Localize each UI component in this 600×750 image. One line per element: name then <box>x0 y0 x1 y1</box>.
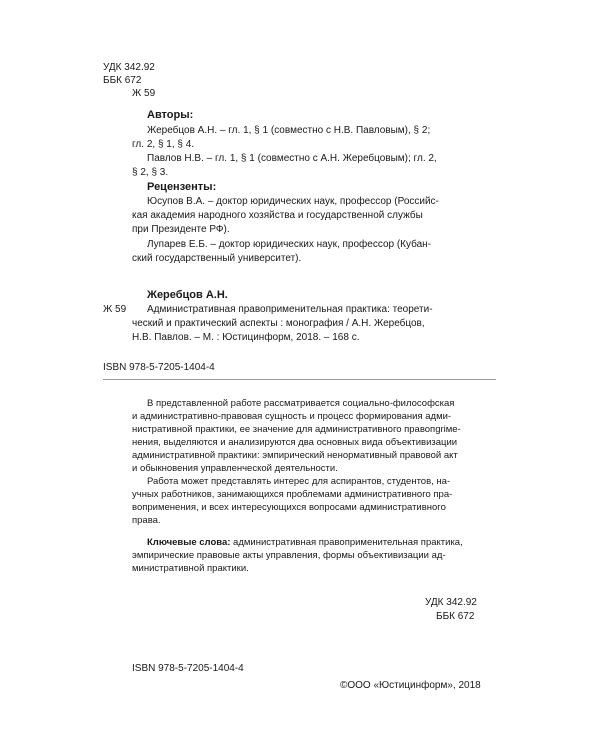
authors-line: гл. 2, § 1, § 4. <box>132 139 195 150</box>
keywords-line <box>147 538 463 548</box>
reviewers-heading: Рецензенты: <box>147 181 217 193</box>
bib-sign: Ж 59 <box>103 304 127 315</box>
abstract-line: воприменения, и всех интересующихся вопросами административного <box>132 502 446 513</box>
abstract-line: В представленной работе рассматривается социально-философская <box>147 398 455 409</box>
keywords-label: Ключевые слова: <box>147 537 231 548</box>
abstract-line: нения, выделяются и анализируются два основных вида объективизации <box>132 437 458 448</box>
reviewers-line: Лупарев Е.Б. – доктор юридических наук, профессор (Кубан- <box>147 239 432 250</box>
reviewers-line: Юсупов В.А. – доктор юридических наук, профессор (Российс- <box>147 196 439 207</box>
authors-line: Павлов Н.В. – гл. 1, § 1 (совместно с А.Н. Жеребцовым); гл. 2, <box>147 153 437 164</box>
reviewers-line: при Президенте РФ). <box>132 224 230 235</box>
footer-bbk: ББК 672 <box>436 611 475 622</box>
bib-line: Административная правоприменительная практика: теорети- <box>147 304 433 315</box>
isbn-top: ISBN 978-5-7205-1404-4 <box>103 362 215 373</box>
abstract-line: и обыкновения управленческой деятельности. <box>132 463 338 474</box>
authors-heading: Авторы: <box>147 109 194 121</box>
authors-line: Жеребцов А.Н. – гл. 1, § 1 (совместно с Н.В. Павловым), § 2; <box>147 125 431 136</box>
abstract-line: Работа может представлять интерес для аспирантов, студентов, на- <box>147 476 451 487</box>
authors-line: § 2, § 3. <box>132 167 169 178</box>
keywords-line: эмпирические правовые акты управления, формы объективизации ад- <box>132 550 446 561</box>
keywords-line: министративной практики. <box>132 563 249 574</box>
reviewers-line: ский государственный университет). <box>132 253 302 264</box>
abstract-line: административной практики: эмпирический ненормативный правовой акт <box>132 450 458 461</box>
abstract-line: учных работников, занимающихся проблемами административного пра- <box>132 489 453 500</box>
reviewers-line: кая академия народного хозяйства и государственной службы <box>132 210 423 221</box>
bib-line: Н.В. Павлов. – М. : Юстицинформ, 2018. – 168 с. <box>132 332 360 343</box>
abstract-line: и административно-правовая сущность и процесс формирования адми- <box>132 411 452 422</box>
udk-code: УДК 342.92 <box>103 62 155 73</box>
footer-isbn: ISBN 978-5-7205-1404-4 <box>132 663 244 674</box>
author-sign: Ж 59 <box>132 88 156 99</box>
keywords-text: административная правоприменительная практика, <box>230 537 463 548</box>
divider <box>103 379 496 380</box>
abstract-line: права. <box>132 515 161 526</box>
footer-udk: УДК 342.92 <box>425 597 477 608</box>
copyright: ©ООО «Юстицинформ», 2018 <box>340 680 481 691</box>
bib-author: Жеребцов А.Н. <box>147 289 228 301</box>
bbk-code: ББК 672 <box>103 75 142 86</box>
abstract-line: нистративной практики, ее значение для административного правопgriме- <box>132 424 461 435</box>
bib-line: ческий и практический аспекты : монография / А.Н. Жеребцов, <box>132 318 425 329</box>
